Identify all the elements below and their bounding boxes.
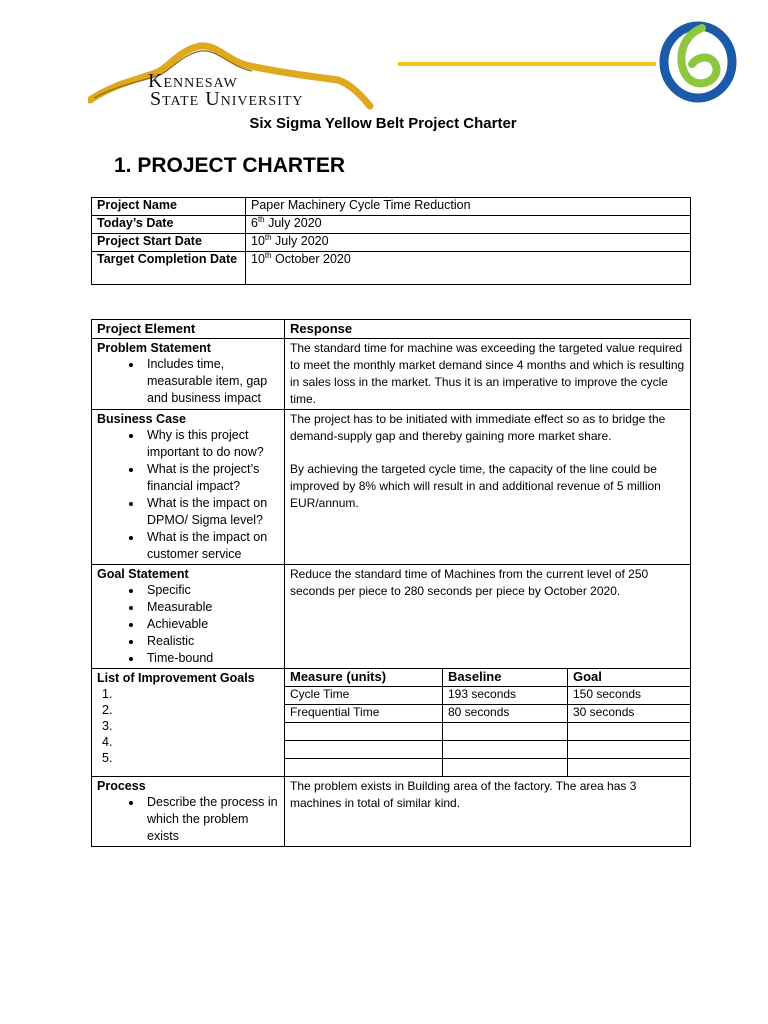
goal-bullets	[97, 582, 279, 667]
baseline-cell: 80 seconds	[443, 705, 568, 723]
goal-header: Goal	[568, 669, 691, 687]
list-item: 5.	[102, 751, 113, 765]
empty-cell	[443, 723, 568, 741]
project-name-value: Paper Machinery Cycle Time Reduction	[246, 198, 691, 216]
goal-statement-response: Reduce the standard time of Machines from the current level of 250 seconds per piece to 280 seconds per piece by October 2020.	[285, 565, 691, 669]
empty-cell	[443, 759, 568, 777]
list-item: • Specific	[143, 582, 279, 599]
list-item: • What is the impact on customer service	[143, 529, 279, 563]
start-date-label: Project Start Date	[92, 234, 246, 252]
table-row	[92, 216, 691, 234]
table-row	[92, 234, 691, 252]
table-row	[92, 669, 691, 777]
baseline-cell: 193 seconds	[443, 687, 568, 705]
empty-cell	[285, 759, 443, 777]
table-row	[285, 723, 690, 741]
table-row	[285, 741, 690, 759]
business-case-label: Business Case	[97, 412, 186, 426]
list-item: • Includes time, measurable item, gap and business impact	[143, 356, 279, 407]
empty-cell	[285, 723, 443, 741]
university-name-line1: Kennesaw	[148, 70, 238, 92]
list-item: • Measurable	[143, 599, 279, 616]
six-sigma-logo-icon	[650, 14, 742, 106]
table-header-row	[92, 320, 691, 339]
university-name-line2: State University	[150, 88, 304, 110]
list-item: • Why is this project important to do now?	[143, 427, 279, 461]
goal-cell: 150 seconds	[568, 687, 691, 705]
list-item: • Time-bound	[143, 650, 279, 667]
list-item: 4.	[102, 735, 113, 749]
page-header	[0, 0, 768, 132]
list-item: 1.	[102, 687, 113, 701]
business-case-response: The project has to be initiated with immediate effect so as to bridge the demand-supply gap and thereby gaining more market share. By achieving the targeted cycle time, the capacity of the line could be improved by 8% which will result in and additional revenue of 5 million EUR/annum.	[285, 410, 691, 565]
process-cell	[92, 777, 285, 847]
list-item: 3.	[102, 719, 113, 733]
baseline-header: Baseline	[443, 669, 568, 687]
list-item: • Realistic	[143, 633, 279, 650]
list-item: • What is the project’s financial impact?	[143, 461, 279, 495]
column-header-element: Project Element	[92, 320, 285, 339]
problem-statement-label: Problem Statement	[97, 341, 211, 355]
header-rule	[398, 62, 656, 66]
charter-table	[91, 319, 691, 847]
goal-statement-label: Goal Statement	[97, 567, 189, 581]
start-date-value: 10th July 2020	[246, 234, 691, 252]
goal-cell: 30 seconds	[568, 705, 691, 723]
table-header-row	[285, 669, 690, 687]
process-label: Process	[97, 779, 146, 793]
table-row	[92, 777, 691, 847]
target-completion-value: 10th October 2020	[246, 252, 691, 285]
table-row	[92, 410, 691, 565]
list-item: • Achievable	[143, 616, 279, 633]
problem-bullets	[97, 356, 279, 407]
table-row	[285, 687, 690, 705]
goal-statement-cell	[92, 565, 285, 669]
improvement-number-list	[97, 686, 279, 766]
list-item: 2.	[102, 703, 113, 717]
business-bullets	[97, 427, 279, 563]
list-item: • What is the impact on DPMO/ Sigma level?	[143, 495, 279, 529]
table-row	[92, 339, 691, 410]
improvement-goals-cell	[92, 669, 285, 777]
todays-date-label: Today’s Date	[92, 216, 246, 234]
table-row	[92, 565, 691, 669]
document-title: Six Sigma Yellow Belt Project Charter	[249, 115, 517, 132]
empty-cell	[568, 759, 691, 777]
table-row	[92, 252, 691, 285]
target-completion-label: Target Completion Date	[92, 252, 246, 285]
empty-cell	[568, 723, 691, 741]
measure-cell: Cycle Time	[285, 687, 443, 705]
process-response: The problem exists in Building area of the factory. The area has 3 machines in total of similar kind.	[285, 777, 691, 847]
process-bullets	[97, 794, 279, 845]
measure-cell: Frequential Time	[285, 705, 443, 723]
list-item: • Describe the process in which the problem exists	[143, 794, 279, 845]
table-row	[285, 705, 690, 723]
section-heading: 1. PROJECT CHARTER	[114, 154, 346, 177]
improvement-goals-grid	[285, 669, 690, 776]
problem-statement-response: The standard time for machine was exceeding the targeted value required to meet the monthly market demand since 4 months and which is resulting in sales loss in the market. Thus it is an imperative to improve the cycle time.	[285, 339, 691, 410]
empty-cell	[568, 741, 691, 759]
table-row	[285, 759, 690, 777]
column-header-response: Response	[285, 320, 691, 339]
improvement-goals-grid-cell	[285, 669, 691, 777]
todays-date-value: 6th July 2020	[246, 216, 691, 234]
table-row	[92, 198, 691, 216]
measure-header: Measure (units)	[285, 669, 443, 687]
problem-statement-cell	[92, 339, 285, 410]
project-info-table	[91, 197, 691, 285]
empty-cell	[443, 741, 568, 759]
improvement-goals-label: List of Improvement Goals	[97, 671, 255, 685]
empty-cell	[285, 741, 443, 759]
business-case-cell	[92, 410, 285, 565]
project-name-label: Project Name	[92, 198, 246, 216]
